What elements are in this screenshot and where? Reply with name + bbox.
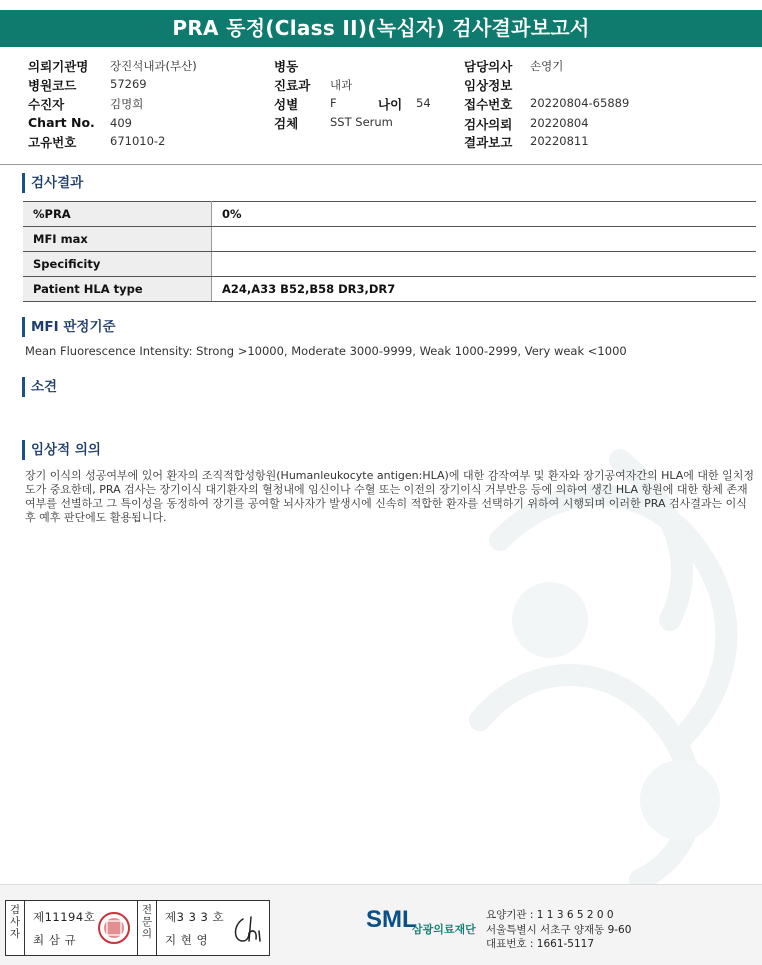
report-date-label: 결과보고 (464, 135, 513, 150)
table-row (23, 252, 756, 277)
specimen-value: SST Serum (330, 115, 393, 129)
doctor-value: 손영기 (530, 59, 564, 73)
dept-label: 진료과 (274, 78, 311, 93)
tester-label-cell (6, 901, 25, 955)
chart-no-label: Chart No. (28, 115, 95, 130)
tester-license-no: 제11194호 (33, 910, 96, 924)
result-value: 0% (212, 202, 757, 227)
patient-value: 김명희 (110, 97, 144, 111)
institution-label: 의뢰기관명 (28, 59, 89, 74)
sex-label: 성별 (274, 97, 299, 112)
clinical-significance-text: 장기 이식의 성공여부에 있어 환자의 조직적합성항원(Humanleukocyte antigen:HLA)에 대한 감작여부 및 환자와 장기공여자간의 HLA에 대한 일치정도가 중요한데, PRA 검사는 장기이식 대기환자의 혈청내에 임신이나 수혈 또는 이전의 장기이식 거부반응 등에 의하여 생긴 HLA 항원에 대한 항체 존재 여부를 선별하고 그 특이성을 동정하여 장기를 공여할 뇌사자가 발생시에 신속히 적합한 환자를 선택하기 위하여 시행되며 이러한 PRA 검사결과는 이식 후 예후 판단에도 활용됩니다. (25, 469, 755, 524)
report-title: PRA 동정(Class II)(녹십자) 검사결과보고서 (0, 10, 762, 47)
info-divider (0, 164, 762, 165)
patient-label: 수진자 (28, 97, 65, 112)
signature-box (5, 900, 270, 956)
tester-cell (25, 901, 138, 955)
result-key: Specificity (23, 252, 212, 277)
hospital-code-label: 병원코드 (28, 78, 77, 93)
reviewer-label-cell (138, 901, 157, 955)
contact-info (486, 908, 631, 952)
table-row (23, 202, 756, 227)
phone-number: 대표번호 : 1661-5117 (486, 938, 595, 950)
receipt-no-value: 20220804-65889 (530, 96, 630, 110)
hospital-code-value: 57269 (110, 77, 147, 91)
institution-value: 장진석내과(부산) (110, 59, 197, 73)
table-row (23, 277, 756, 302)
result-key: Patient HLA type (23, 277, 212, 302)
opinion-section-title: 소견 (22, 377, 57, 397)
result-value (212, 252, 757, 277)
result-key: %PRA (23, 202, 212, 227)
tester-name: 최 삼 규 (33, 933, 77, 947)
reviewer-label: 전문의 (141, 904, 153, 940)
sml-logo: SML (366, 906, 417, 933)
reviewer-license-no: 제3 3 3 호 (165, 910, 225, 924)
request-date-label: 검사의뢰 (464, 117, 513, 132)
specimen-label: 검체 (274, 116, 299, 131)
receipt-no-label: 접수번호 (464, 97, 513, 112)
address: 서울특별시 서초구 양재동 9-60 (486, 923, 632, 936)
id-no-value: 671010-2 (110, 134, 166, 148)
clinical-info-label: 임상정보 (464, 78, 513, 93)
result-value: A24,A33 B52,B58 DR3,DR7 (212, 277, 757, 302)
report-date-value: 20220811 (530, 134, 589, 148)
result-value (212, 227, 757, 252)
mfi-section-title: MFI 판정기준 (22, 317, 116, 337)
ward-label: 병동 (274, 59, 299, 74)
id-no-label: 고유번호 (28, 135, 77, 150)
seal-stamp-icon (97, 911, 131, 945)
age-label: 나이 (378, 97, 403, 112)
org-name: 삼광의료재단 (412, 923, 476, 936)
dept-value: 내과 (330, 78, 353, 92)
clinical-section-title: 임상적 의의 (22, 440, 101, 460)
sex-value: F (330, 96, 337, 110)
tester-label: 검사자 (9, 904, 21, 940)
institution-number: 요양기관 : 1 1 3 6 5 2 0 0 (486, 909, 614, 921)
age-value: 54 (416, 96, 431, 110)
request-date-value: 20220804 (530, 116, 589, 130)
mfi-criteria-text: Mean Fluorescence Intensity: Strong >10000, Moderate 3000-9999, Weak 1000-2999, Very weak <1000 (25, 344, 627, 358)
patient-info-block (0, 55, 762, 163)
table-row (23, 227, 756, 252)
signature-icon (229, 911, 265, 947)
chart-no-value: 409 (110, 116, 132, 130)
reviewer-name: 지 현 영 (165, 933, 209, 947)
results-section-title: 검사결과 (22, 173, 83, 193)
doctor-label: 담당의사 (464, 59, 513, 74)
result-key: MFI max (23, 227, 212, 252)
reviewer-cell (157, 901, 269, 955)
results-table (23, 201, 756, 302)
